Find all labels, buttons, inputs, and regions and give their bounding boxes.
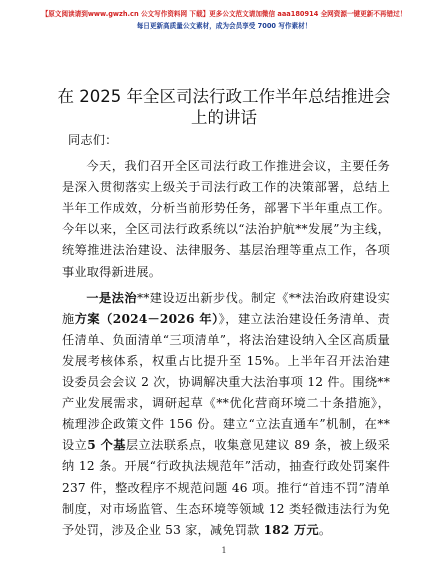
salutation: 同志们： bbox=[68, 133, 118, 147]
section-1-paragraph bbox=[62, 288, 390, 541]
promo-banner bbox=[0, 8, 448, 32]
section-1-text-part-1: **建设迈出新步伐。制定《**法治政府建设实施 bbox=[62, 290, 390, 326]
section-1-text-part-3: 层立法联系点，收集意见建议 89 条，被上级采纳 12 条。开展“行政执法规范年”活动，抽查行政处罚案件 237 件，整改程序不规范问题 46 项。推行“首违不罚”清单制度，对市场监管、生态环境等领域 12 类轻微违法行为免予处罚，涉及企业 53 家，减免罚款 bbox=[62, 438, 390, 537]
promo-banner-line-2: 每日更新高质量公文素材，成为会员享受 7000 写作素材！ bbox=[136, 22, 312, 30]
section-1-bold-amount: 182 万元 bbox=[263, 522, 319, 537]
section-1-text-part-2: 》，建立法治建设任务清单、责任清单、负面清单“三项清单”，将法治建设纳入全区高质量发展考核体系，权重占比提升至 15%。上半年召开法治建设委员会会议 2 次，协调解决重大法治事项 12 件。围绕**产业发展需求，调研起草《**优化营商环境二十条措施》，梳理涉企政策文件 156 份。建立“立法直通车”机制，在**设立 bbox=[62, 311, 391, 453]
intro-paragraph: 今天，我们召开全区司法行政工作推进会议，主要任务是深入贯彻落实上级关于司法行政工作的决策部署，总结上半年工作成效，分析当前形势任务，部署下半年重点工作。今年以来，全区司法行政系统以“法治护航**发展”为主线，统筹推进法治建设、法律服务、基层治理等重点工作，各项事业取得新进展。 bbox=[62, 159, 390, 279]
document-body bbox=[62, 130, 390, 541]
section-1-heading: 一是法治 bbox=[86, 290, 137, 305]
section-1-bold-term: 方案（2024－2026 年） bbox=[74, 311, 219, 326]
page-number: 1 bbox=[221, 546, 227, 555]
section-1-text-part-4: 。 bbox=[318, 522, 332, 537]
section-1-bold-count: 5 个基 bbox=[87, 438, 126, 453]
promo-banner-line-1: 【原文阅读请到www.gwzh.cn 公文写作资料网 下载】更多公文范文请加微信 aaa180914 全网资源一键更新不再错过！ bbox=[41, 10, 407, 18]
document-title: 在 2025 年全区司法行政工作半年总结推进会上的讲话 bbox=[57, 87, 391, 127]
